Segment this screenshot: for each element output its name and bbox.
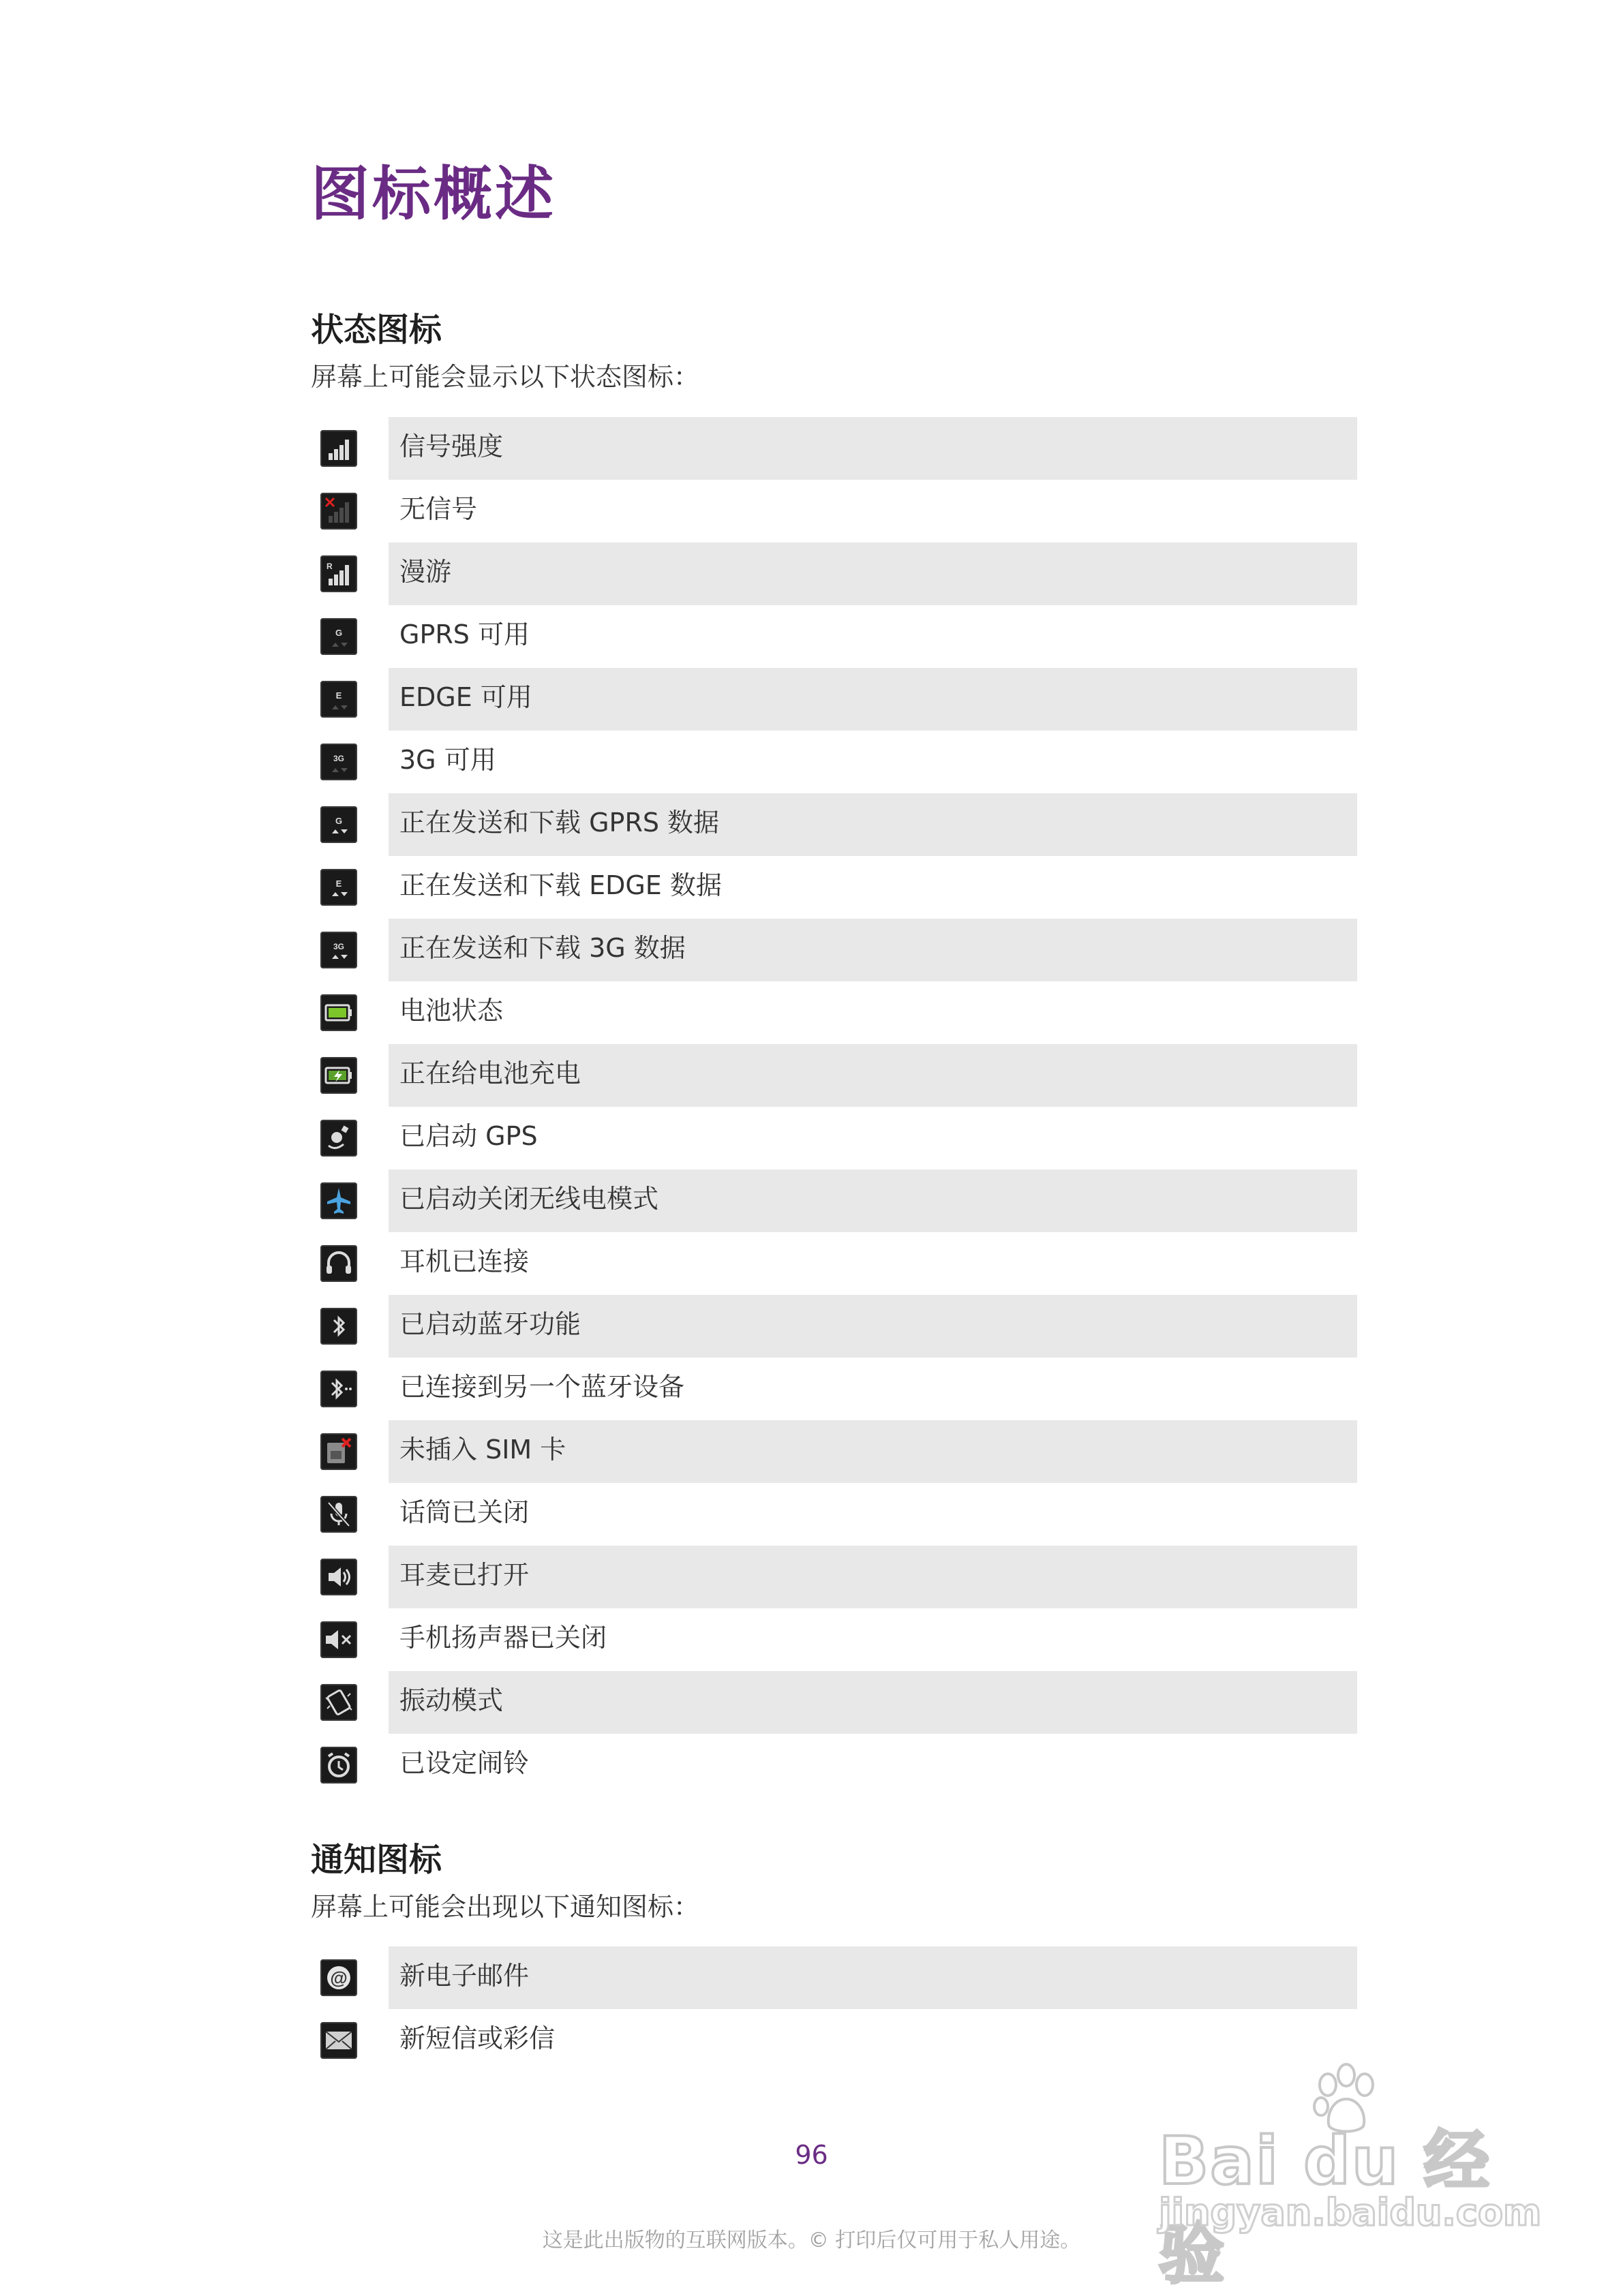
row-background bbox=[389, 1232, 1357, 1295]
table-row bbox=[311, 1295, 1357, 1358]
table-row bbox=[311, 981, 1357, 1044]
table-row bbox=[311, 1420, 1357, 1483]
row-label: 手机扬声器已关闭 bbox=[399, 1623, 607, 1653]
table-row bbox=[311, 1358, 1357, 1420]
email-icon bbox=[320, 1959, 357, 1996]
row-background bbox=[389, 731, 1357, 793]
battery-charging-icon bbox=[320, 1057, 357, 1094]
table-row bbox=[311, 1734, 1357, 1796]
status-icons-heading: 状态图标 bbox=[311, 311, 442, 349]
mic-off-icon bbox=[320, 1496, 357, 1533]
gprs-icon bbox=[320, 618, 357, 655]
watermark-url: jingyan.baidu.com bbox=[1159, 2191, 1542, 2234]
svg-text:G: G bbox=[335, 628, 343, 638]
row-label: 3G 可用 bbox=[399, 745, 496, 775]
row-label: 耳麦已打开 bbox=[399, 1560, 530, 1590]
table-row bbox=[311, 1671, 1357, 1734]
gps-icon bbox=[320, 1120, 357, 1157]
3g-icon bbox=[320, 744, 357, 780]
edge-icon bbox=[320, 681, 357, 718]
sms-icon bbox=[320, 2022, 357, 2059]
footer-note: 这是此出版物的互联网版本。© 打印后仅可用于私人用途。 bbox=[542, 2229, 1081, 2252]
svg-text:E: E bbox=[335, 878, 342, 889]
svg-text:G: G bbox=[335, 816, 343, 826]
notification-icons-intro: 屏幕上可能会出现以下通知图标： bbox=[311, 1892, 700, 1922]
row-label: 电池状态 bbox=[399, 996, 504, 1026]
svg-text:E: E bbox=[335, 690, 342, 701]
edge-transfer-icon bbox=[320, 869, 357, 906]
watermark-logo: Bai du 经验 bbox=[1159, 2123, 1491, 2293]
row-label: 话筒已关闭 bbox=[399, 1497, 530, 1527]
table-row bbox=[311, 542, 1357, 605]
gprs-transfer-icon bbox=[320, 806, 357, 843]
row-background bbox=[389, 1483, 1357, 1546]
table-row bbox=[311, 1546, 1357, 1608]
baidu-jingyan-watermark bbox=[1152, 2062, 1542, 2293]
no-sim-icon bbox=[320, 1433, 357, 1470]
svg-text:R: R bbox=[327, 562, 333, 571]
row-background bbox=[389, 605, 1357, 668]
battery-icon bbox=[320, 994, 357, 1031]
row-background bbox=[389, 668, 1357, 731]
vibrate-icon bbox=[320, 1684, 357, 1721]
row-label: 已设定闹铃 bbox=[399, 1748, 530, 1778]
row-background bbox=[389, 417, 1357, 480]
table-row bbox=[311, 1169, 1357, 1232]
row-label: 已启动蓝牙功能 bbox=[399, 1309, 581, 1339]
row-label: GPRS 可用 bbox=[399, 619, 530, 649]
3g-transfer-icon bbox=[320, 932, 357, 968]
table-row bbox=[311, 731, 1357, 793]
row-label: 耳机已连接 bbox=[399, 1246, 530, 1276]
row-background bbox=[389, 981, 1357, 1044]
status-icons-table bbox=[311, 417, 1357, 1796]
table-row bbox=[311, 1044, 1357, 1107]
table-row bbox=[311, 1483, 1357, 1546]
row-label: 漫游 bbox=[399, 557, 452, 587]
table-row bbox=[311, 605, 1357, 668]
table-row bbox=[311, 1608, 1357, 1671]
row-background bbox=[389, 1734, 1357, 1796]
page-number: 96 bbox=[795, 2140, 828, 2170]
row-label: 无信号 bbox=[399, 494, 478, 524]
notification-icons-heading: 通知图标 bbox=[311, 1841, 442, 1879]
svg-text:3G: 3G bbox=[333, 754, 345, 763]
headset-icon bbox=[320, 1245, 357, 1282]
alarm-icon bbox=[320, 1747, 357, 1784]
table-row bbox=[311, 1107, 1357, 1169]
row-label: 正在发送和下载 3G 数据 bbox=[399, 933, 686, 963]
speaker-on-icon bbox=[320, 1559, 357, 1595]
table-row bbox=[311, 480, 1357, 542]
table-row bbox=[311, 793, 1357, 856]
svg-text:@: @ bbox=[330, 1968, 348, 1988]
row-label: 新短信或彩信 bbox=[399, 2023, 556, 2053]
row-label: 信号强度 bbox=[399, 431, 504, 461]
row-label: 已启动 GPS bbox=[399, 1121, 538, 1151]
bluetooth-icon bbox=[320, 1308, 357, 1345]
roaming-icon bbox=[320, 555, 357, 592]
table-row bbox=[311, 856, 1357, 919]
row-label: 正在给电池充电 bbox=[399, 1058, 581, 1088]
svg-text:3G: 3G bbox=[333, 942, 345, 951]
row-label: EDGE 可用 bbox=[399, 682, 532, 712]
row-label: 已启动关闭无线电模式 bbox=[399, 1184, 659, 1214]
table-row bbox=[311, 417, 1357, 480]
row-label: 未插入 SIM 卡 bbox=[399, 1435, 566, 1465]
row-label: 新电子邮件 bbox=[399, 1961, 530, 1991]
table-row bbox=[311, 1946, 1357, 2009]
page-title: 图标概述 bbox=[311, 160, 556, 228]
row-label: 正在发送和下载 EDGE 数据 bbox=[399, 870, 722, 900]
row-background bbox=[389, 542, 1357, 605]
no-signal-icon bbox=[320, 493, 357, 530]
notification-icons-table bbox=[311, 1946, 1357, 2072]
row-label: 已连接到另一个蓝牙设备 bbox=[399, 1372, 685, 1402]
row-background bbox=[389, 1671, 1357, 1734]
row-label: 振动模式 bbox=[399, 1685, 504, 1715]
row-label: 正在发送和下载 GPRS 数据 bbox=[399, 808, 720, 838]
table-row bbox=[311, 668, 1357, 731]
airplane-icon bbox=[320, 1182, 357, 1219]
table-row bbox=[311, 919, 1357, 981]
row-background bbox=[389, 1546, 1357, 1608]
bluetooth-connected-icon bbox=[320, 1371, 357, 1407]
row-background bbox=[389, 480, 1357, 542]
status-icons-intro: 屏幕上可能会显示以下状态图标： bbox=[311, 362, 700, 392]
speaker-off-icon bbox=[320, 1621, 357, 1658]
row-background bbox=[389, 1946, 1357, 2009]
signal-strength-icon bbox=[320, 430, 357, 467]
table-row bbox=[311, 1232, 1357, 1295]
